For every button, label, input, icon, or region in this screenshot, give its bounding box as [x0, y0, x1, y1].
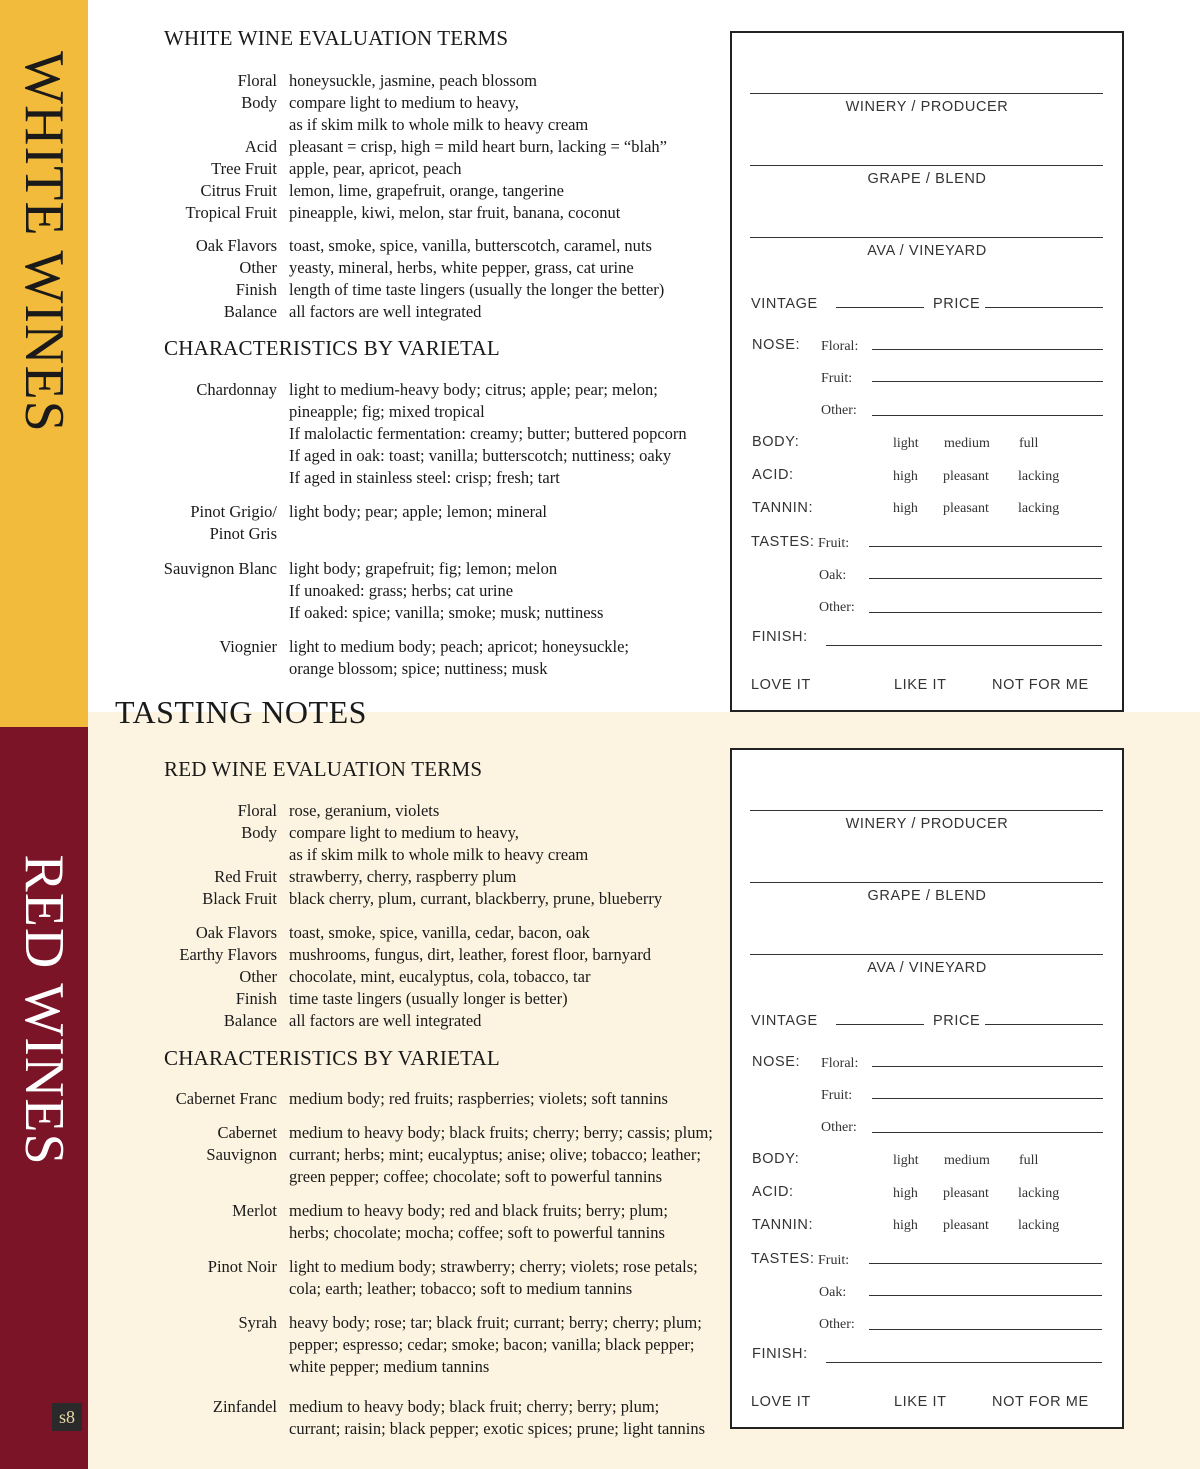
nose-label: NOSE: [752, 1054, 801, 1070]
term-description: heavy body; rose; tar; black fruit; currant; berry; cherry; plum; pepper; espresso; cedar; smoke; bacon; vanilla; black pepper; white pepper; medium tannins [289, 1313, 702, 1376]
nose-other-label: Other: [821, 403, 857, 418]
white-terms-list [100, 70, 720, 323]
nose-other-line[interactable] [872, 415, 1103, 416]
tastes-label: TASTES: [751, 534, 815, 550]
term-label: Floral [237, 71, 277, 90]
term-row [100, 279, 720, 301]
nose-other-label: Other: [821, 1120, 857, 1135]
not-for-me-option[interactable]: NOT FOR ME [992, 677, 1089, 693]
term-row [100, 235, 720, 257]
tastes-oak-label: Oak: [819, 568, 847, 583]
term-description: medium body; red fruits; raspberries; violets; soft tannins [289, 1089, 668, 1108]
term-label: Cabernet Franc [175, 1089, 277, 1108]
term-row [100, 636, 720, 680]
term-label: Tropical Fruit [185, 203, 277, 222]
term-row [100, 800, 720, 822]
acid-option[interactable]: pleasant [943, 469, 989, 484]
vintage-label: VINTAGE [751, 296, 818, 312]
ava-line[interactable] [750, 954, 1103, 955]
term-label: Body [241, 93, 277, 112]
term-label: Red Fruit [214, 867, 277, 886]
term-label: Other [239, 967, 277, 986]
term-description: pleasant = crisp, high = mild heart burn, lacking = “blah” [289, 137, 667, 156]
body-option[interactable]: medium [944, 1153, 990, 1168]
ava-label: AVA / VINEYARD [867, 960, 987, 976]
ava-label: AVA / VINEYARD [867, 243, 987, 259]
term-label: Floral [237, 801, 277, 820]
term-row [100, 866, 720, 888]
finish-label: FINISH: [752, 629, 808, 645]
red-varietal-heading: CHARACTERISTICS BY VARIETAL [164, 1046, 500, 1070]
term-label: Balance [223, 1011, 277, 1030]
red-tasting-card [730, 748, 1124, 1429]
nose-fruit-line[interactable] [872, 381, 1103, 382]
nose-fruit-line[interactable] [872, 1098, 1103, 1099]
term-label: Balance [223, 302, 277, 321]
price-line[interactable] [985, 1024, 1103, 1025]
tastes-oak-label: Oak: [819, 1285, 847, 1300]
tastes-oak-line[interactable] [869, 578, 1102, 579]
tastes-other-line[interactable] [869, 1329, 1102, 1330]
term-label: Oak Flavors [195, 923, 277, 942]
white-varietal-heading: CHARACTERISTICS BY VARIETAL [164, 336, 500, 360]
tannin-label: TANNIN: [752, 1217, 814, 1233]
white-wines-side-label: WHITE WINES [13, 51, 75, 433]
term-row [100, 888, 720, 910]
nose-floral-line[interactable] [872, 1066, 1103, 1067]
price-label: PRICE [933, 1013, 981, 1029]
term-label: Finish [235, 280, 277, 299]
tannin-option[interactable]: high [893, 1218, 918, 1233]
term-row [100, 92, 720, 136]
acid-option[interactable]: high [893, 469, 918, 484]
term-description: pineapple, kiwi, melon, star fruit, banana, coconut [289, 203, 621, 222]
term-row [100, 1256, 720, 1300]
term-description: toast, smoke, spice, vanilla, butterscotch, caramel, nuts [289, 236, 652, 255]
term-label: Acid [244, 137, 277, 156]
term-row [100, 1122, 720, 1188]
grape-label: GRAPE / BLEND [867, 888, 987, 904]
ava-line[interactable] [750, 237, 1103, 238]
vintage-line[interactable] [836, 1024, 924, 1025]
grape-line[interactable] [750, 165, 1103, 166]
tastes-fruit-line[interactable] [869, 1263, 1102, 1264]
tastes-oak-line[interactable] [869, 1295, 1102, 1296]
red-terms-list [100, 800, 720, 1032]
page-number: s8 [52, 1403, 82, 1431]
tannin-option[interactable]: high [893, 501, 918, 516]
red-varietals-list [100, 1088, 720, 1440]
term-row [100, 822, 720, 866]
nose-floral-line[interactable] [872, 349, 1103, 350]
nose-floral-label: Floral: [821, 339, 859, 354]
term-description: time taste lingers (usually longer is better) [289, 989, 568, 1008]
term-label: Body [241, 823, 277, 842]
acid-option[interactable]: lacking [1018, 1186, 1060, 1201]
love-it-option[interactable]: LOVE IT [751, 677, 811, 693]
tannin-label: TANNIN: [752, 500, 814, 516]
nose-label: NOSE: [752, 337, 801, 353]
nose-fruit-label: Fruit: [821, 371, 853, 386]
term-description: compare light to medium to heavy, as if skim milk to whole milk to heavy cream [289, 93, 589, 134]
tastes-fruit-line[interactable] [869, 546, 1102, 547]
term-description: length of time taste lingers (usually the longer the better) [289, 280, 665, 299]
term-row [100, 1088, 720, 1110]
term-description: medium to heavy body; red and black fruits; berry; plum; herbs; chocolate; mocha; coffee; soft to powerful tannins [289, 1201, 668, 1242]
not-for-me-option[interactable]: NOT FOR ME [992, 1394, 1089, 1410]
vintage-line[interactable] [836, 307, 924, 308]
term-label: Chardonnay [196, 380, 277, 399]
tastes-label: TASTES: [751, 1251, 815, 1267]
term-label: Other [239, 258, 277, 277]
term-label: Earthy Flavors [179, 945, 277, 964]
term-row [100, 257, 720, 279]
term-label: Zinfandel [212, 1397, 277, 1416]
term-row [100, 966, 720, 988]
term-description: all factors are well integrated [289, 1011, 482, 1030]
term-description: medium to heavy body; black fruit; cherry; berry; plum; currant; raisin; black pepper; exotic spices; prune; light tannins [289, 1397, 706, 1438]
term-label: Merlot [232, 1201, 277, 1220]
finish-line[interactable] [826, 645, 1102, 646]
term-description: toast, smoke, spice, vanilla, cedar, bacon, oak [289, 923, 590, 942]
nose-fruit-label: Fruit: [821, 1088, 853, 1103]
term-row [100, 1396, 720, 1440]
finish-label: FINISH: [752, 1346, 808, 1362]
acid-label: ACID: [752, 1184, 794, 1200]
term-description: black cherry, plum, currant, blackberry, prune, blueberry [289, 889, 663, 908]
term-label: Citrus Fruit [200, 181, 277, 200]
term-row [100, 558, 720, 624]
term-description: all factors are well integrated [289, 302, 482, 321]
term-description: honeysuckle, jasmine, peach blossom [289, 71, 537, 90]
white-terms-heading: WHITE WINE EVALUATION TERMS [164, 26, 509, 50]
term-row [100, 70, 720, 92]
term-row [100, 922, 720, 944]
term-row [100, 136, 720, 158]
body-option[interactable]: light [893, 1153, 919, 1168]
nose-other-line[interactable] [872, 1132, 1103, 1133]
term-row [100, 1312, 720, 1378]
term-description: medium to heavy body; black fruits; cherry; berry; cassis; plum; currant; herbs; mint; eucalyptus; anise; olive; tobacco; leather; green pepper; coffee; chocolate; soft to powerful tannins [289, 1123, 713, 1186]
body-option[interactable]: full [1019, 1153, 1039, 1168]
nose-floral-label: Floral: [821, 1056, 859, 1071]
term-description: light to medium body; peach; apricot; honeysuckle; orange blossom; spice; nuttiness; musk [289, 637, 630, 678]
body-option[interactable]: medium [944, 436, 990, 451]
love-it-option[interactable]: LOVE IT [751, 1394, 811, 1410]
term-row [100, 180, 720, 202]
white-tasting-card [730, 31, 1124, 712]
winery-line[interactable] [750, 810, 1103, 811]
price-line[interactable] [985, 307, 1103, 308]
price-label: PRICE [933, 296, 981, 312]
term-description: strawberry, cherry, raspberry plum [289, 867, 517, 886]
grape-label: GRAPE / BLEND [867, 171, 987, 187]
vintage-label: VINTAGE [751, 1013, 818, 1029]
acid-option[interactable]: lacking [1018, 469, 1060, 484]
acid-label: ACID: [752, 467, 794, 483]
term-description: light body; grapefruit; fig; lemon; melon If unoaked: grass; herbs; cat urine If oaked: spice; vanilla; smoke; musk; nuttiness [289, 559, 604, 622]
term-description: light to medium-heavy body; citrus; apple; pear; melon; pineapple; fig; mixed tropical If malolactic fermentation: creamy; butter; buttered popcorn If aged in oak: toast; vanilla; butterscotch; nuttiness; oaky If aged in stainless steel: crisp; fresh; tart [289, 380, 687, 487]
body-option[interactable]: full [1019, 436, 1039, 451]
term-description: light to medium body; strawberry; cherry; violets; rose petals; cola; earth; leather; tobacco; soft to medium tannins [289, 1257, 698, 1298]
term-row [100, 988, 720, 1010]
like-it-option[interactable]: LIKE IT [894, 677, 947, 693]
winery-label: WINERY / PRODUCER [845, 99, 1009, 115]
grape-line[interactable] [750, 882, 1103, 883]
like-it-option[interactable]: LIKE IT [894, 1394, 947, 1410]
term-label: Syrah [238, 1313, 277, 1332]
term-label: Oak Flavors [195, 236, 277, 255]
term-label: Cabernet Sauvignon [206, 1123, 277, 1164]
red-terms-heading: RED WINE EVALUATION TERMS [164, 757, 483, 781]
term-row [100, 944, 720, 966]
term-description: rose, geranium, violets [289, 801, 440, 820]
term-description: lemon, lime, grapefruit, orange, tangerine [289, 181, 564, 200]
winery-line[interactable] [750, 93, 1103, 94]
tastes-other-line[interactable] [869, 612, 1102, 613]
body-option[interactable]: light [893, 436, 919, 451]
term-description: light body; pear; apple; lemon; mineral [289, 502, 547, 521]
term-label: Tree Fruit [211, 159, 277, 178]
term-label: Black Fruit [202, 889, 277, 908]
tannin-option[interactable]: pleasant [943, 501, 989, 516]
term-description: mushrooms, fungus, dirt, leather, forest floor, barnyard [289, 945, 652, 964]
term-row [100, 1010, 720, 1032]
term-row [100, 301, 720, 323]
acid-option[interactable]: high [893, 1186, 918, 1201]
body-label: BODY: [752, 1151, 800, 1167]
acid-option[interactable]: pleasant [943, 1186, 989, 1201]
red-wines-side-label: RED WINES [13, 854, 75, 1166]
tannin-option[interactable]: lacking [1018, 1218, 1060, 1233]
term-row [100, 202, 720, 224]
tannin-option[interactable]: lacking [1018, 501, 1060, 516]
term-description: apple, pear, apricot, peach [289, 159, 462, 178]
term-label: Finish [235, 989, 277, 1008]
tannin-option[interactable]: pleasant [943, 1218, 989, 1233]
tastes-fruit-label: Fruit: [818, 1253, 850, 1268]
term-description: chocolate, mint, eucalyptus, cola, tobacco, tar [289, 967, 591, 986]
term-label: Sauvignon Blanc [163, 559, 277, 578]
white-varietals-list [100, 379, 720, 680]
winery-label: WINERY / PRODUCER [845, 816, 1009, 832]
body-label: BODY: [752, 434, 800, 450]
term-label: Viognier [219, 637, 277, 656]
tastes-fruit-label: Fruit: [818, 536, 850, 551]
term-description: yeasty, mineral, herbs, white pepper, grass, cat urine [289, 258, 634, 277]
term-row [100, 158, 720, 180]
term-row [100, 1200, 720, 1244]
term-row [100, 501, 720, 545]
term-row [100, 379, 720, 489]
term-label: Pinot Noir [207, 1257, 277, 1276]
tastes-other-label: Other: [819, 600, 855, 615]
page-title: TASTING NOTES [115, 694, 367, 730]
finish-line[interactable] [826, 1362, 1102, 1363]
tastes-other-label: Other: [819, 1317, 855, 1332]
term-label: Pinot Grigio/ Pinot Gris [190, 502, 277, 543]
term-description: compare light to medium to heavy, as if skim milk to whole milk to heavy cream [289, 823, 589, 864]
